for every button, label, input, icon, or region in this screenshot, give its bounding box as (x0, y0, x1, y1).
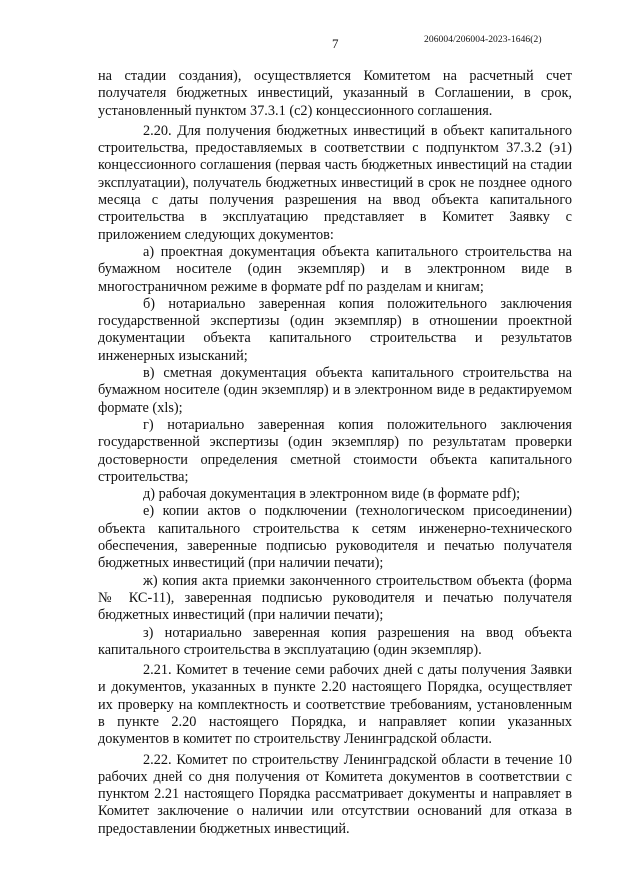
list-item-z: з) нотариально заверенная копия разрешения на ввод объекта капитального строительства в эксплуатацию (один экземпляр). (98, 624, 572, 658)
document-body (98, 68, 572, 838)
document-code: 206004/206004-2023-1646(2) (424, 35, 542, 45)
list-item-v: в) сметная документация объекта капитального строительства на бумажном носителе (один экземпляр) и в электронном виде в редактируемом формате (xls); (98, 365, 572, 416)
list-item-b: б) нотариально заверенная копия положительного заключения государственной экспертизы (один экземпляр) в отношении проектной документации объекта капитального строительства и результатов инженерных изысканий; (98, 295, 572, 364)
paragraph-continuation: на стадии создания), осуществляется Комитетом на расчетный счет получателя бюджетных инвестиций, указанный в Соглашении, в срок, установленный пунктом 37.3.1 (с2) концессионного соглашения. (98, 68, 572, 119)
list-item-g: г) нотариально заверенная копия положительного заключения государственной экспертизы (один экземпляр) по результатам проверки достоверности определения сметной стоимости объекта капитального строительства; (98, 416, 572, 485)
list-item-e: е) копии актов о подключении (технологическом присоединении) объекта капитального строительства к сетям инженерно-технического обеспечения, заверенные подписью руководителя и печатью получателя бюджетных инвестиций (при наличии печати); (98, 503, 572, 572)
list-item-zh: ж) копия акта приемки законченного строительством объекта (форма № КС-11), заверенная подписью руководителя и печатью получателя бюджетных инвестиций (при наличии печати); (98, 572, 572, 624)
list-item-a: а) проектная документация объекта капитального строительства на бумажном носителе (один экземпляр) и в электронном виде в многостраничном режиме в формате pdf по разделам и книгам; (98, 243, 572, 295)
list-item-d: д) рабочая документация в электронном виде (в формате pdf); (143, 486, 521, 503)
page-number: 7 (332, 36, 339, 51)
paragraph-2-21: 2.21. Комитет в течение семи рабочих дней с даты получения Заявки и документов, указанных в пункте 2.20 настоящего Порядка, осуществляет их проверку на комплектность и соответствие требованиям, установленным в пункте 2.20 настоящего Порядка, и направляет копии указанных документов в комитет по строительству Ленинградской области. (98, 662, 572, 748)
paragraph-2-20: 2.20. Для получения бюджетных инвестиций в объект капитального строительства, предоставляемых в соответствии с подпунктом 37.3.2 (э1) концессионного соглашения (первая часть бюджетных инвестиций на стадии эксплуатации), получатель бюджетных инвестиций в срок не позднее одного месяца с даты получения разрешения на ввод объекта капитального строительства в эксплуатацию представляет в Комитет Заявку с приложением следующих документов: (98, 122, 572, 243)
paragraph-2-22: 2.22. Комитет по строительству Ленинградской области в течение 10 рабочих дней со дня получения от Комитета документов в соответствии с пунктом 2.21 настоящего Порядка рассматривает документы и направляет в Комитет заключение о наличии или отсутствии оснований для отказа в предоставлении бюджетных инвестиций. (98, 751, 572, 837)
